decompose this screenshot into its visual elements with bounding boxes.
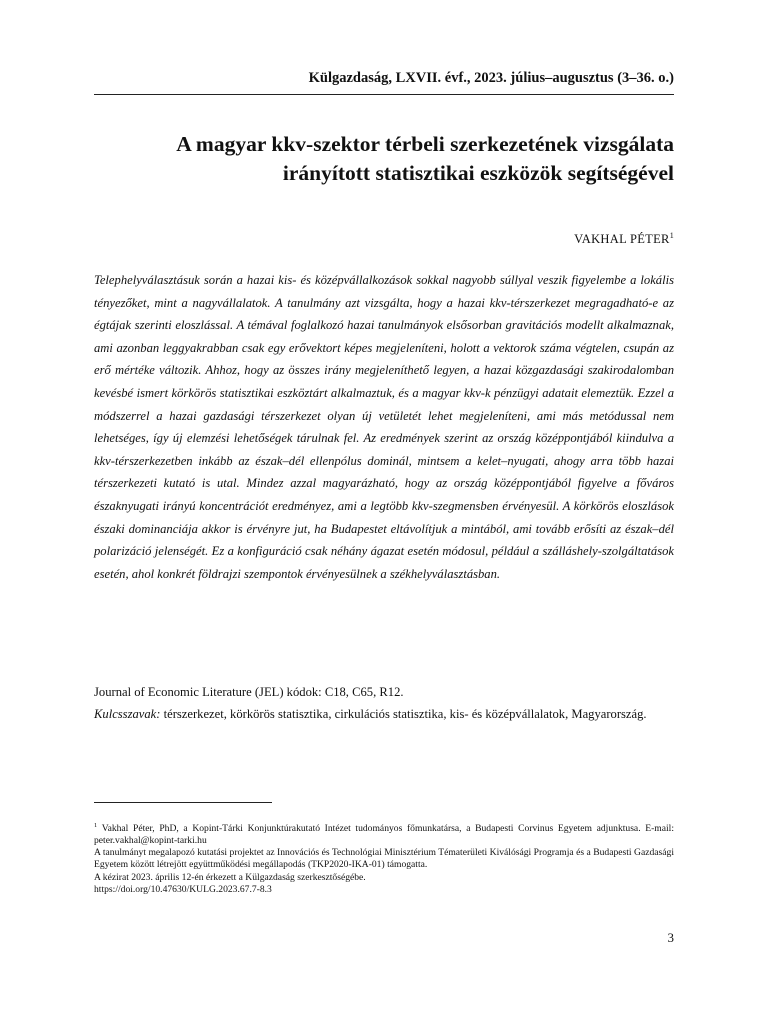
- abstract: Telephelyválasztásuk során a hazai kis- és középvállalkozások sokkal nagyobb súllyal veszik figyelembe a lokális tényezőket, mint a nagyvállalatok. A tanulmány azt vizsgálta, hogy a hazai kkv-térszerkezet megragadható-e az égtájak szerinti eloszlással. A témával foglalkozó hazai tanulmányok elsősorban gravitációs modellt alkalmaznak, ami azonban leggyakrabban csak egy erővektort képes megjeleníteni, holott a vektorok száma végtelen, csupán az erő mértéke változik. Ahhoz, hogy az összes irány megjeleníthető legyen, a hazai közgazdasági szakirodalomban kevésbé ismert körkörös statisztikai eszköztárt alkalmaztuk, és a magyar kkv-k pénzügyi adatait elemeztük. Ezzel a módszerrel a hazai gazdasági térszerkezet olyan új vetületét lehet megjeleníteni, ami más metódussal nem lehetséges, így új elemzési lehetőségek tárulnak fel. Az eredmények szerint az ország középpontjából kiindulva a kkv-térszerkezetben inkább az észak–dél ellenpólus dominál, mintsem a kelet–nyugati, ahogy arra több hazai térszerkezeti kutató is utal. Mindez azzal magyarázható, hogy az ország középpontjából figyelve a főváros északnyugati irányú koncentrációt eredményez, ami a legtöbb kkv-szegmensben érvényesül. A körkörös eloszlások északi dominanciája akkor is érvényre jut, ha Budapestet eltávolítjuk a mintából, ami tovább erősíti az észak–dél polarizáció jelenségét. Ez a konfiguráció csak néhány ágazat esetén módosul, például a szálláshely-szolgáltatások esetén, ahol konkrét földrajzi szempontok érvényesülnek a székhelyválasztásban.: [94, 273, 674, 581]
- footnote-received: A kézirat 2023. április 12-én érkezett a Külgazdaság szerkesztőségébe.: [94, 871, 366, 883]
- footnote-author-text: Vakhal Péter, PhD, a Kopint-Tárki Konjunktúrakutató Intézet tudományos főmunkatársa, a Budapesti Corvinus Egyetem adjunktusa. E-mail: peter.vakhal@kopint-tarki.hu: [94, 823, 674, 847]
- page-number: 3: [667, 930, 674, 945]
- journal-header: Külgazdaság, LXVII. évf., 2023. július–augusztus (3–36. o.): [308, 70, 674, 86]
- footnote-divider: [94, 802, 272, 803]
- footnote-doi-link[interactable]: https://doi.org/10.47630/KULG.2023.67.7-8.3: [94, 883, 272, 895]
- footnote-mark: 1: [94, 822, 98, 829]
- keywords-label: Kulcsszavak:: [94, 707, 161, 721]
- author-footnote-mark[interactable]: 1: [669, 231, 674, 240]
- jel-codes: Journal of Economic Literature (JEL) kódok: C18, C65, R12.: [94, 685, 404, 699]
- footnote-funding: A tanulmányt megalapozó kutatási projektet az Innovációs és Technológiai Minisztérium Tématerületi Kiválósági Programja és a Budapesti Gazdasági Egyetem között létrejött együttműködési megállapodás (TKP2020-IKA-01) támogatta.: [94, 847, 674, 871]
- keywords: [94, 703, 674, 725]
- header-divider: [94, 94, 674, 95]
- article-title: A magyar kkv-szektor térbeli szerkezetének vizsgálata irányított statisztikai eszközök segítségével: [176, 132, 674, 185]
- footnote-author: [94, 820, 674, 847]
- article-author: [574, 231, 674, 247]
- keywords-list: térszerkezet, körkörös statisztika, cirkulációs statisztika, kis- és középvállalatok, Magyarország.: [160, 707, 647, 721]
- footnotes: [94, 820, 674, 896]
- author-name: VAKHAL PÉTER: [574, 232, 670, 247]
